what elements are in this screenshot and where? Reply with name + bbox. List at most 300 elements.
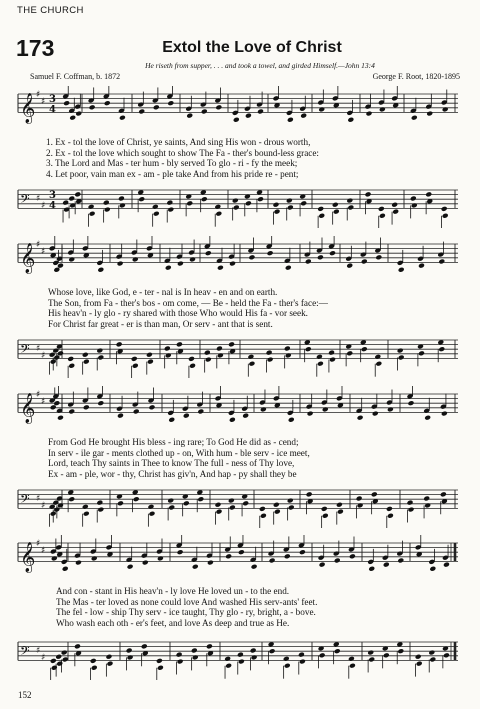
note-head <box>305 259 312 265</box>
note-head <box>251 564 258 570</box>
note-head <box>242 500 249 506</box>
music-staff-bass-4 <box>0 634 480 680</box>
note-head <box>334 648 341 654</box>
lyric-line: Who wash each oth - er's feet, and love As deep and true as He. <box>56 617 290 628</box>
note-head <box>328 350 335 356</box>
lyric-line: Whose love, like God, e - ter - nal is In heav - en and on earth. <box>48 287 278 297</box>
time-signature-denominator: 4 <box>49 200 56 212</box>
note-head <box>177 659 184 665</box>
note-head <box>392 209 399 215</box>
note-head <box>288 505 295 511</box>
note-head <box>233 117 240 123</box>
note-head <box>368 657 375 663</box>
note-head <box>232 198 239 204</box>
note-head <box>361 259 368 265</box>
note-head <box>442 106 449 112</box>
note-head <box>379 213 386 219</box>
note-head <box>131 356 138 362</box>
note-head <box>317 361 324 367</box>
time-signature-denominator: 4 <box>49 104 56 116</box>
note-head <box>229 505 236 511</box>
lyric-block-1 <box>0 137 480 179</box>
note-head <box>82 352 89 358</box>
note-head <box>441 206 448 212</box>
note-head <box>269 558 276 564</box>
lyric-line: The Mas - ter loved as none could love And washed His serv-ants' feet. <box>56 596 318 607</box>
lyric-line: 4. Let poor, vain man ex - am - ple take And from his pride re - pent; <box>46 168 299 179</box>
note-head <box>192 564 199 570</box>
note-head <box>186 113 193 119</box>
sharp-icon: ♯ <box>36 240 41 250</box>
note-head <box>318 106 325 112</box>
note-head <box>285 352 292 358</box>
note-head <box>142 560 149 566</box>
note-head <box>418 350 425 356</box>
note-head <box>269 648 276 654</box>
music-credit: George F. Root, 1820-1895 <box>372 72 460 81</box>
music-staff-bass-3 <box>0 482 480 528</box>
lyric-line: In serv - ile gar - ments clothed up - on, With hum - ble serv - ice meet, <box>48 447 310 458</box>
note-head <box>224 656 231 662</box>
note-head <box>288 417 295 423</box>
lyric-line: For Christ far great - er is than man, Or serv - ant that is sent. <box>48 318 273 329</box>
note-head <box>127 564 134 570</box>
note-head <box>372 411 379 417</box>
note-head <box>117 500 124 506</box>
note-head <box>273 202 280 208</box>
note-head <box>408 400 415 406</box>
note-head <box>357 502 364 508</box>
note-head <box>371 491 378 497</box>
lyric-line: 2. Ex - tol the love which sought to show The Fa - ther's bound-less grace: <box>46 147 319 158</box>
note-head <box>167 207 174 213</box>
note-head <box>216 509 223 515</box>
note-head <box>319 652 326 658</box>
note-head <box>116 341 123 347</box>
note-head <box>126 648 133 654</box>
note-head <box>428 650 435 656</box>
note-head <box>164 346 171 352</box>
note-head <box>317 206 324 212</box>
note-head <box>138 109 145 115</box>
note-head <box>238 659 245 665</box>
sharp-icon: ♯ <box>41 396 46 407</box>
note-head <box>119 202 126 208</box>
note-head <box>411 202 418 208</box>
note-head <box>229 261 236 267</box>
note-head <box>217 352 224 358</box>
note-head <box>333 209 340 215</box>
note-head <box>383 562 390 568</box>
note-head <box>153 104 160 110</box>
note-head <box>177 549 184 555</box>
note-head <box>207 560 214 566</box>
note-head <box>96 500 103 506</box>
lyric-line: From God He brought His bless - ing rare; To God He did as - cend; <box>48 437 299 447</box>
sharp-icon: ♯ <box>36 646 41 657</box>
lyric-block-3 <box>0 437 480 479</box>
note-head <box>438 346 445 352</box>
note-head <box>225 553 232 559</box>
note-head <box>229 417 236 423</box>
note-head <box>97 507 104 513</box>
note-head <box>168 417 175 423</box>
note-head <box>416 661 423 667</box>
music-staff-bass-1 <box>0 182 480 228</box>
note-head <box>306 491 313 497</box>
note-head <box>201 109 208 115</box>
sharp-icon: ♯ <box>41 246 46 257</box>
note-head <box>250 648 257 654</box>
note-head <box>192 654 199 660</box>
hymn-title: Extol the Love of Christ <box>162 39 342 56</box>
note-head <box>133 496 140 502</box>
note-head <box>407 500 414 506</box>
note-head <box>118 196 125 202</box>
note-head <box>214 204 221 210</box>
lyric-line: Ex - am - ple, wor - thy, Christ has giv'n, And hap - py shall they be <box>48 468 297 479</box>
note-head <box>316 354 323 360</box>
lyric-block-4 <box>0 586 480 628</box>
note-head <box>387 513 394 519</box>
note-head <box>233 205 240 211</box>
note-head <box>183 500 190 506</box>
sharp-icon: ♯ <box>36 539 41 549</box>
page-number: 152 <box>18 690 32 700</box>
note-head <box>329 357 336 363</box>
note-head <box>74 191 81 197</box>
sharp-icon: ♯ <box>41 501 46 512</box>
note-head <box>157 665 164 671</box>
note-head <box>152 204 159 210</box>
note-head <box>429 657 436 663</box>
note-head <box>68 196 75 202</box>
music-staff-treble-3 <box>0 386 480 434</box>
note-head <box>103 200 110 206</box>
note-head <box>397 558 404 564</box>
note-head <box>216 346 223 352</box>
note-head <box>82 504 89 510</box>
note-head <box>378 206 385 212</box>
note-head <box>83 511 90 517</box>
music-staff-treble-2 <box>0 236 480 284</box>
note-head <box>375 254 382 260</box>
sharp-icon: ♯ <box>36 494 41 505</box>
note-head <box>423 496 430 502</box>
note-head <box>146 352 153 358</box>
note-head <box>104 207 111 213</box>
note-head <box>321 506 328 512</box>
note-head <box>153 211 160 217</box>
note-head <box>89 104 96 110</box>
note-head <box>56 661 63 667</box>
note-head <box>287 117 294 123</box>
bass-clef-icon: 𝄢 <box>20 341 30 360</box>
note-head <box>259 506 266 512</box>
hymn-number: 173 <box>16 35 55 61</box>
note-head <box>257 196 264 202</box>
note-head <box>418 263 425 269</box>
bass-clef-icon: 𝄢 <box>20 491 30 510</box>
note-head <box>257 109 264 115</box>
note-head <box>300 200 307 206</box>
note-head <box>88 204 95 210</box>
note-head <box>346 263 353 269</box>
note-head <box>347 205 354 211</box>
note-head <box>50 658 57 664</box>
note-head <box>374 354 381 360</box>
sharp-icon: ♯ <box>41 96 46 107</box>
note-head <box>91 665 98 671</box>
note-head <box>346 350 353 356</box>
note-head <box>228 341 235 347</box>
note-head <box>379 106 386 112</box>
note-head <box>201 196 208 202</box>
note-head <box>165 265 172 271</box>
note-head <box>167 498 174 504</box>
note-head <box>397 648 404 654</box>
sharp-icon: ♯ <box>41 201 46 212</box>
note-head <box>68 496 75 502</box>
note-head <box>62 200 69 206</box>
note-head <box>188 356 195 362</box>
note-head <box>245 200 252 206</box>
note-head <box>415 654 422 660</box>
note-head <box>67 356 74 362</box>
note-head <box>148 504 155 510</box>
note-head <box>425 191 432 197</box>
note-head <box>267 357 274 363</box>
note-head <box>273 502 280 508</box>
note-head <box>299 549 306 555</box>
music-staff-treble-4 <box>0 535 480 583</box>
note-head <box>365 191 372 197</box>
note-head <box>336 502 343 508</box>
note-head <box>149 511 156 517</box>
note-head <box>285 265 292 271</box>
lyric-line: And con - stant in His heav'n - ly love He loved un - to the end. <box>56 586 290 596</box>
running-head: THE CHURCH <box>17 5 84 16</box>
sharp-icon: ♯ <box>36 344 41 355</box>
note-head <box>165 352 172 358</box>
note-head <box>205 357 212 363</box>
note-head <box>205 250 212 256</box>
note-head <box>375 361 382 367</box>
note-head <box>132 256 139 262</box>
note-head <box>156 658 163 664</box>
note-head <box>197 496 204 502</box>
note-head <box>440 491 447 497</box>
treble-clef-icon: 𝄞 <box>20 243 36 274</box>
note-head <box>429 566 436 572</box>
note-head <box>51 665 58 671</box>
note-head <box>177 261 184 267</box>
note-head <box>228 498 235 504</box>
time-signature-numerator: 3 <box>49 190 56 202</box>
note-head <box>183 413 190 419</box>
note-head <box>443 562 450 568</box>
note-head <box>386 506 393 512</box>
music-staff-bass-2 <box>0 332 480 378</box>
note-head <box>68 409 75 415</box>
note-head <box>368 566 375 572</box>
note-head <box>91 555 98 561</box>
note-head <box>83 404 90 410</box>
note-head <box>149 404 156 410</box>
sharp-icon: ♯ <box>36 390 41 400</box>
note-head <box>247 354 254 360</box>
lyric-block-2 <box>0 287 480 329</box>
sharp-icon: ♯ <box>41 653 46 664</box>
note-head <box>356 496 363 502</box>
note-head <box>424 502 431 508</box>
note-head <box>307 411 314 417</box>
note-head <box>387 406 394 412</box>
note-head <box>284 553 291 559</box>
words-credit: Samuel F. Coffman, b. 1872 <box>30 72 121 81</box>
treble-clef-icon: 𝄞 <box>20 393 36 424</box>
note-head <box>274 509 281 515</box>
scripture-epigraph: He riseth from supper, . . . and took a towel, and girded Himself.—John 13:4 <box>145 61 375 70</box>
treble-clef-icon: 𝄞 <box>20 93 36 124</box>
note-head <box>441 411 448 417</box>
note-head <box>383 652 390 658</box>
note-head <box>237 652 244 658</box>
note-head <box>443 652 450 658</box>
note-head <box>318 213 325 219</box>
note-head <box>97 355 104 361</box>
note-head <box>332 202 339 208</box>
music-staff-treble-1 <box>0 86 480 134</box>
note-head <box>138 196 145 202</box>
note-head <box>424 415 431 421</box>
note-head <box>329 250 336 256</box>
note-head <box>215 104 222 110</box>
note-head <box>260 406 267 412</box>
note-head <box>305 346 312 352</box>
note-head <box>96 348 103 354</box>
note-head <box>411 115 418 121</box>
note-head <box>215 211 222 217</box>
note-head <box>69 115 76 121</box>
note-head <box>225 663 232 669</box>
note-head <box>267 250 274 256</box>
note-head <box>75 560 82 566</box>
note-head <box>63 100 70 106</box>
lyric-line: His heav'n - ly glo - ry shared with those Who would His fa - vor seek. <box>48 308 308 318</box>
note-head <box>367 650 374 656</box>
note-head <box>104 100 111 106</box>
note-head <box>397 348 404 354</box>
lyric-line: 1. Ex - tol the love of Christ, ye saints, And sing His won - drous worth, <box>46 137 311 147</box>
note-head <box>83 359 90 365</box>
note-head <box>248 361 255 367</box>
note-head <box>300 113 307 119</box>
note-head <box>166 200 173 206</box>
note-head <box>167 100 174 106</box>
note-head <box>337 509 344 515</box>
note-head <box>61 650 68 656</box>
note-head <box>62 566 69 572</box>
note-head <box>55 654 62 660</box>
note-head <box>283 656 290 662</box>
note-head <box>117 413 124 419</box>
note-head <box>349 553 356 559</box>
note-head <box>298 652 305 658</box>
note-head <box>348 656 355 662</box>
lyric-line: The fel - low - ship Thy serv - ice taught, Thy glo - ry, bright, a - bove. <box>56 607 316 617</box>
note-head <box>242 413 249 419</box>
note-head <box>410 196 417 202</box>
note-head <box>176 652 183 658</box>
note-head <box>157 555 164 561</box>
note-head <box>366 111 373 117</box>
note-head <box>274 209 281 215</box>
note-head <box>90 658 97 664</box>
note-head <box>334 558 341 564</box>
note-head <box>357 415 364 421</box>
note-head <box>68 363 75 369</box>
bass-clef-icon: 𝄢 <box>20 191 30 210</box>
note-head <box>245 113 252 119</box>
note-head <box>349 663 356 669</box>
note-head <box>287 205 294 211</box>
note-head <box>176 341 183 347</box>
time-signature-numerator: 3 <box>49 94 56 106</box>
note-head <box>346 198 353 204</box>
note-head <box>117 261 124 267</box>
note-head <box>147 359 154 365</box>
note-head <box>133 409 140 415</box>
note-head <box>251 654 258 660</box>
note-head <box>191 648 198 654</box>
note-head <box>217 265 224 271</box>
note-head <box>57 415 64 421</box>
note-head <box>127 654 134 660</box>
note-head <box>248 254 255 260</box>
note-head <box>266 350 273 356</box>
sharp-icon: ♯ <box>36 90 41 100</box>
note-head <box>132 363 139 369</box>
note-head <box>119 115 126 121</box>
lyric-line: Lord, teach Thy saints in Thee to know The full - ness of Thy love, <box>48 458 295 468</box>
note-head <box>168 505 175 511</box>
note-head <box>215 502 222 508</box>
note-head <box>284 663 291 669</box>
bass-clef-icon: 𝄢 <box>20 643 30 662</box>
sharp-icon: ♯ <box>41 545 46 556</box>
sharp-icon: ♯ <box>36 194 41 205</box>
note-head <box>51 555 58 561</box>
note-head <box>361 346 368 352</box>
note-head <box>391 202 398 208</box>
lyric-line: 3. The Lord and Mas - ter hum - bly served To glo - ri - fy the meek; <box>46 158 298 168</box>
note-head <box>442 213 449 219</box>
note-head <box>189 256 196 262</box>
note-head <box>189 363 196 369</box>
note-head <box>141 643 148 649</box>
note-head <box>97 400 104 406</box>
note-head <box>204 350 211 356</box>
note-head <box>186 200 193 206</box>
note-head <box>398 355 405 361</box>
treble-clef-icon: 𝄞 <box>20 542 36 573</box>
note-head <box>319 562 326 568</box>
note-head <box>286 198 293 204</box>
note-head <box>287 498 294 504</box>
note-head <box>106 654 113 660</box>
note-head <box>347 117 354 123</box>
